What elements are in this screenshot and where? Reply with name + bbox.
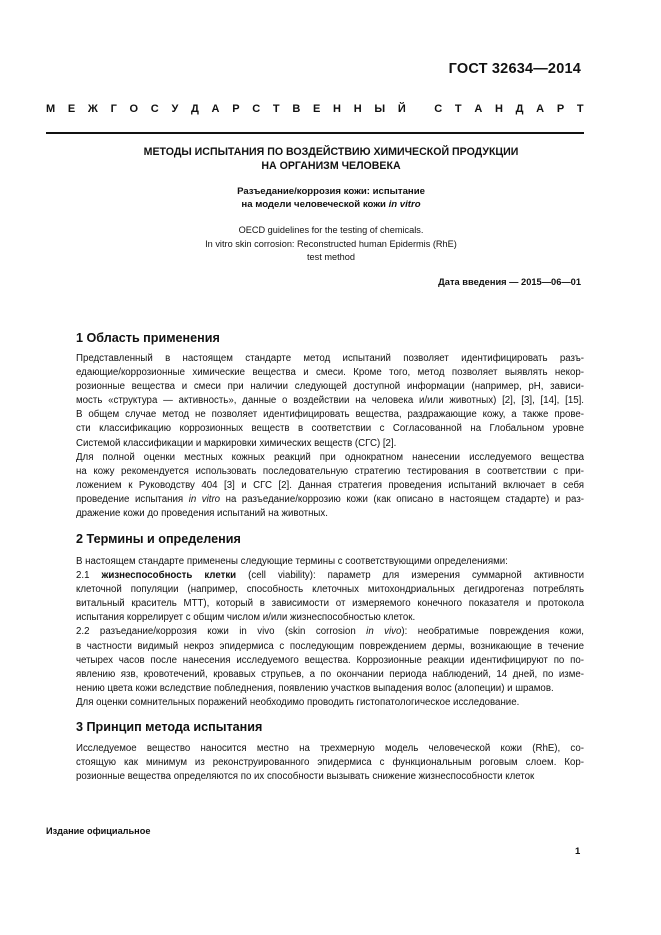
text-line: стоящую как минимум из реконструированного эпидермиса с функциональным роговым слоем. Кор- [76,757,584,769]
text-line: Для полной оценки местных кожных реакций при однократном нанесении исследуемого вещества [76,451,584,463]
banner-letter: Н [333,103,341,115]
text-line: нению цвета кожи вследствие побледнения, появлению участков выпадения волос (алопеции) и шрамов. [76,682,554,694]
banner-letter: В [292,103,301,115]
text-line: едающие/коррозионные химические вещества и смеси. Кроме того, метод позволяет выявлять некор- [76,367,584,379]
english-line-3: test method [306,252,355,263]
banner-letter: С [252,103,261,115]
subtitle-line-2 [46,198,616,211]
banner-letter: Т [272,103,280,115]
banner-letter: Т [454,103,462,115]
text-line: розионные вещества определяются по их способности вызывать снижение жизнеспособности клеток [76,771,535,783]
standard-banner [46,103,584,115]
banner-letter: Ж [87,103,98,115]
subtitle-line-2-prefix: на модели человеческой кожи [241,199,389,210]
english-title [46,224,616,265]
italic-term: in vivo [366,626,402,638]
banner-letter [418,103,421,115]
text-line: В общем случае метод не позволяет идентифицировать вещества, раздражающие кожу, а также прове- [76,409,584,421]
header-rule [46,132,584,134]
gost-number: ГОСТ 32634—2014 [448,61,581,77]
text-line: на кожу рекомендуется использовать последовательную стратегию тестирования в соответствии с при- [76,465,584,477]
banner-letter: Р [232,103,240,115]
banner-letter: М [46,103,56,115]
banner-letter: Е [313,103,321,115]
banner-letter: Е [67,103,76,115]
text-line: 2.2 разъедание/коррозия кожи in vivo (skin corrosion in vivo): необратимые повреждения кожи, [76,626,584,638]
introduction-date: Дата введения — 2015—06—01 [438,277,581,287]
banner-letter: У [171,103,179,115]
banner-letter: Г [110,103,117,115]
document-subtitle [46,185,616,211]
text-line: розионные вещества и смеси при наличии следующей доступной информации (например, pH, зависи- [76,381,584,393]
italic-term: in vitro [188,493,221,505]
banner-letter: Н [353,103,362,115]
subtitle-line-1: Разъедание/коррозия кожи: испытание [237,186,425,197]
text-line: четырех часов после нанесения исследуемого вещества. Коррозионные реакции идентифицируют по по- [76,654,584,666]
text-line: дражение кожи до проведения испытаний на животных. [76,508,328,520]
section-1-body [76,352,584,521]
section-3-body [76,742,584,784]
english-line-1: OECD guidelines for the testing of chemicals. [238,225,424,235]
text-line: явлению язв, кровотечений, кровавых струпьев, а по окончании периода наблюдений, 14 дней, по измe- [76,668,584,680]
text-line: мость «структура — активность», данные о воздействии на человека и/или животных) [2], [3], [14], [15]. [76,395,584,407]
banner-letter: А [474,103,483,115]
english-line-2: In vitro skin corrosion: Reconstructed human Epidermis (RhE) [205,238,457,249]
banner-letter: О [129,103,139,115]
term-cell-viability: жизнеспособность клетки [101,570,237,582]
document-title [46,146,616,173]
banner-letter: Й [397,103,406,115]
text-line: В настоящем стандарте применены следующие термины с соответствующими определениями: [76,556,508,567]
banner-letter: А [211,103,220,115]
text-line: сти классификацию коррозионных веществ в соответствии с Согласованной на Глобальном уровне [76,423,584,435]
section-2-heading: 2 Термины и определения [76,532,241,546]
text-line: витальный краситель МТТ), который в зависимости от измеряемого конечного показателя и протокола [76,598,584,610]
banner-letter: С [150,103,159,115]
banner-letter: Д [515,103,524,115]
banner-letter: Р [556,103,565,115]
page-number: 1 [575,846,581,857]
section-1-heading: 1 Область применения [76,331,220,345]
text-line: проведение испытания in vitro на разъедание/коррозию кожи (как описано в настоящем стадарте) и раз- [76,493,584,505]
text-line: Системой классификации и маркировки химических веществ (СГС) [2]. [76,437,397,449]
official-edition: Издание официальное [46,826,151,836]
text-line: Представленный в настоящем стандарте метод испытаний позволяет идентифицировать разъ- [76,353,584,364]
section-3-heading: 3 Принцип метода испытания [76,720,263,734]
banner-letter: Д [191,103,199,115]
text-line: Исследуемое вещество наносится местно на трехмерную модель человеческой кожи (RhE), со- [76,743,584,754]
section-2-body [76,555,584,710]
title-line-1: МЕТОДЫ ИСПЫТАНИЯ ПО ВОЗДЕЙСТВИЮ ХИМИЧЕСКОЙ ПРОДУКЦИИ [143,146,519,158]
banner-letter: Ы [374,103,386,115]
banner-letter: Н [494,103,503,115]
text-line: 2.1 жизнеспособность клетки (cell viability): параметр для измерения суммарной активности [76,570,584,582]
banner-letter: С [434,103,443,115]
text-line: испытания коррелирует с общим числом и/или жизнеспособностью клеток. [76,612,416,624]
text-line: в частности видимый некроз эпидермиса с последующим повреждением дермы, возникающие в течение [76,640,584,652]
title-line-2: НА ОРГАНИЗМ ЧЕЛОВЕКА [261,159,401,172]
banner-letter: А [536,103,545,115]
text-line: ложением к Руководству 404 [3] и СГС [2]. Данная стратегия проведения испытаний включает в себя [76,479,584,491]
text-line: клеточной популяции (например, способность клеточных митохондриальных дегидрогеназ потреблять [76,584,584,596]
subtitle-in-vitro: in vitro [388,199,421,210]
banner-letter: Т [576,103,584,115]
text-line: Для оценки сомнительных поражений необходимо проводить гистопатологическое исследование. [76,696,520,708]
